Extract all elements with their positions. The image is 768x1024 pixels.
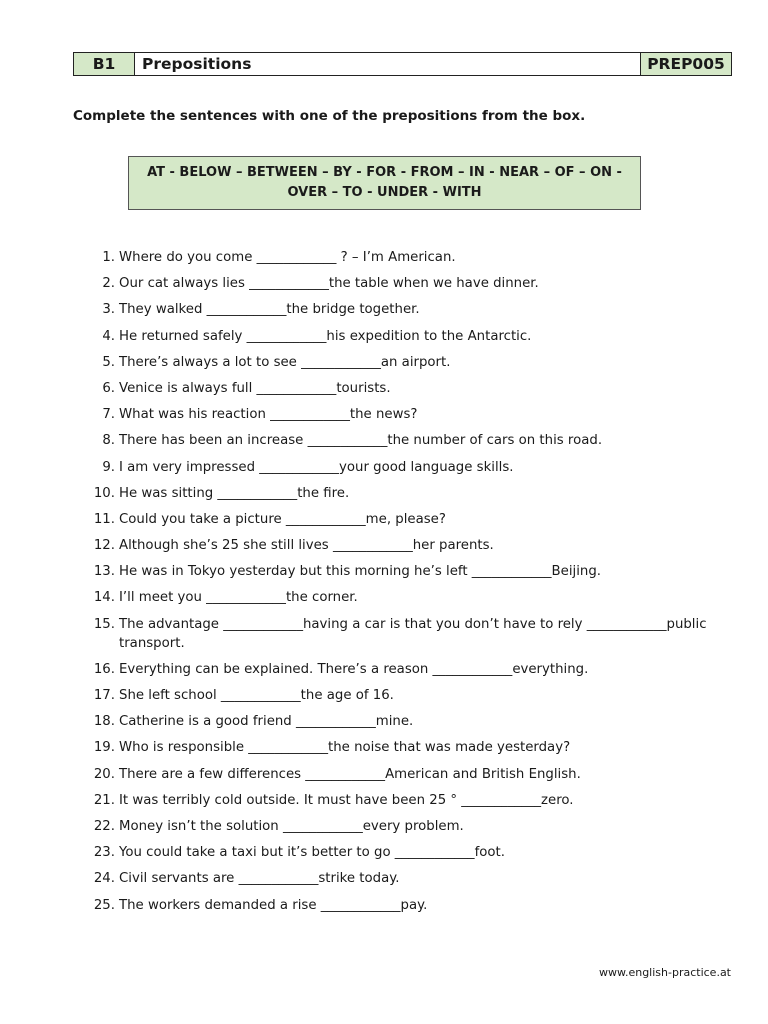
exercise-sentence: I’ll meet you ____________the corner.: [119, 590, 358, 606]
exercise-number: 20.: [93, 766, 115, 782]
exercise-number: 14.: [93, 590, 115, 606]
exercise-item: [92, 300, 742, 319]
exercise-number: 11.: [93, 511, 115, 527]
exercise-number: 2.: [102, 276, 115, 292]
worksheet-code: PREP005: [641, 53, 731, 75]
exercise-sentence: Who is responsible ____________the noise that was made yesterday?: [119, 740, 571, 756]
exercise-item: [92, 431, 742, 450]
exercise-number: 13.: [93, 564, 115, 580]
exercise-number: 12.: [93, 538, 115, 554]
exercise-item: [92, 484, 742, 503]
exercise-sentence: There are a few differences ____________American and British English.: [119, 766, 581, 782]
exercise-sentence: The workers demanded a rise ____________pay.: [119, 897, 428, 913]
exercise-item: [92, 327, 742, 346]
preposition-box: [128, 156, 641, 210]
exercise-item: [92, 536, 742, 555]
exercise-number: 8.: [102, 433, 115, 449]
level-label: B1: [74, 53, 135, 75]
exercise-sentence: Catherine is a good friend ____________mine.: [119, 714, 414, 730]
exercise-item: [92, 405, 742, 424]
exercise-sentence: Venice is always full ____________tourists.: [119, 380, 391, 396]
exercise-number: 17.: [93, 688, 115, 703]
exercise-item: [92, 765, 742, 784]
exercise-item: [92, 379, 742, 398]
exercise-number: 15.: [93, 616, 115, 632]
exercise-sentence: They walked ____________the bridge together.: [119, 302, 420, 318]
exercise-sentence: It was terribly cold outside. It must have been 25 ° ____________zero.: [119, 792, 574, 808]
exercise-sentence: Where do you come ____________ ? – I’m American.: [119, 250, 456, 265]
exercise-item: [92, 458, 742, 477]
exercise-number: 24.: [93, 871, 115, 887]
exercise-number: 7.: [102, 407, 115, 423]
exercise-number: 5.: [102, 354, 115, 370]
exercise-item: [92, 712, 742, 731]
exercise-number: 22.: [93, 818, 115, 834]
exercise-sentence: I am very impressed ____________your good language skills.: [119, 459, 514, 475]
exercise-sentence: Although she’s 25 she still lives ____________her parents.: [119, 538, 494, 554]
exercise-item: [92, 660, 742, 679]
exercise-list: [92, 248, 742, 922]
exercise-sentence: He was in Tokyo yesterday but this morning he’s left ____________Beijing.: [119, 564, 602, 580]
exercise-sentence: Civil servants are ____________strike today.: [119, 871, 400, 887]
exercise-sentence: You could take a taxi but it’s better to go ____________foot.: [119, 845, 505, 861]
exercise-item: [92, 353, 742, 372]
footer-website: www.english-practice.at: [598, 966, 731, 979]
exercise-item: [92, 562, 742, 581]
exercise-sentence: There’s always a lot to see ____________an airport.: [119, 354, 451, 370]
exercise-item: [92, 896, 742, 915]
exercise-item: [92, 817, 742, 836]
exercise-sentence: Everything can be explained. There’s a reason ____________everything.: [119, 661, 589, 677]
exercise-item: [92, 248, 742, 267]
preposition-box-line-2: OVER – TO - UNDER - WITH: [287, 185, 482, 200]
exercise-sentence: Money isn’t the solution ____________every problem.: [119, 818, 464, 834]
exercise-number: 21.: [93, 792, 115, 808]
exercise-number: 4.: [102, 328, 115, 344]
exercise-number: 18.: [93, 714, 115, 730]
exercise-sentence: He was sitting ____________the fire.: [119, 485, 350, 501]
exercise-number: 25.: [93, 897, 115, 913]
exercise-sentence: He returned safely ____________his expedition to the Antarctic.: [119, 328, 532, 344]
exercise-number: 10.: [93, 485, 115, 501]
exercise-number: 3.: [102, 302, 115, 318]
preposition-box-line-1: AT - BELOW – BETWEEN – BY - FOR - FROM – IN - NEAR – OF – ON -: [147, 165, 622, 180]
exercise-item: [92, 510, 742, 529]
exercise-number: 23.: [93, 845, 115, 861]
exercise-item: [92, 869, 742, 888]
exercise-item: [92, 588, 742, 607]
exercise-number: 19.: [93, 740, 115, 756]
exercise-sentence: What was his reaction ____________the news?: [119, 407, 418, 423]
worksheet-header: [73, 52, 732, 76]
exercise-number: 6.: [102, 380, 115, 396]
exercise-item: [92, 791, 742, 810]
exercise-sentence: The advantage ____________having a car is that you don’t have to rely ____________public transport.: [119, 616, 711, 651]
exercise-sentence: Could you take a picture ____________me, please?: [119, 511, 446, 527]
exercise-sentence: She left school ____________the age of 16.: [119, 688, 394, 703]
exercise-number: 9.: [102, 459, 115, 475]
exercise-sentence: There has been an increase ____________the number of cars on this road.: [119, 433, 603, 449]
exercise-item: [92, 738, 742, 757]
exercise-item: [92, 843, 742, 862]
exercise-item: [92, 615, 742, 653]
exercise-item: [92, 274, 742, 293]
instruction-text: Complete the sentences with one of the prepositions from the box.: [73, 108, 586, 124]
worksheet-title: Prepositions: [135, 53, 641, 75]
exercise-sentence: Our cat always lies ____________the table when we have dinner.: [119, 276, 539, 292]
exercise-number: 16.: [93, 661, 115, 677]
exercise-item: [92, 686, 742, 705]
exercise-number: 1.: [102, 250, 115, 265]
